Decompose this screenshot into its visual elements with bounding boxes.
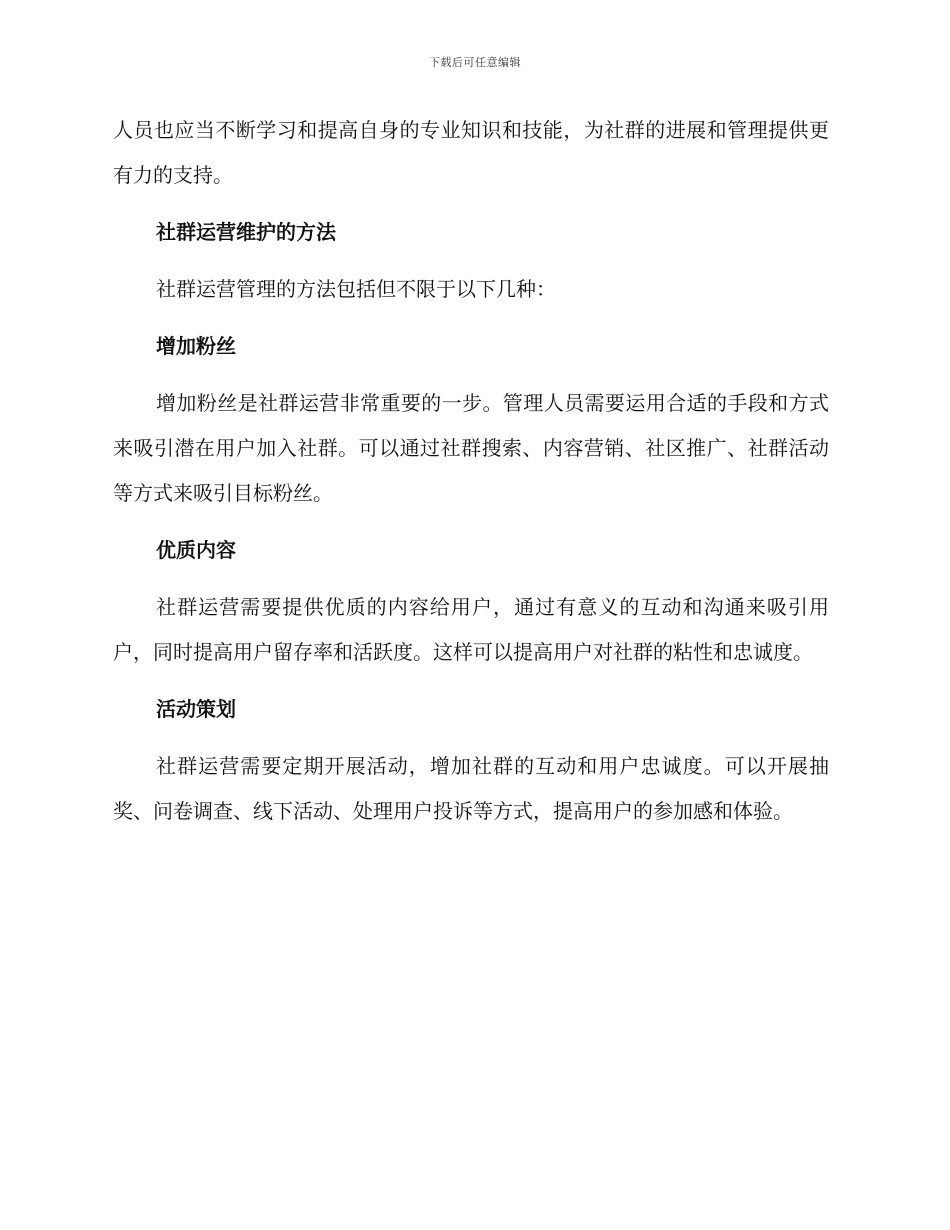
document-body — [113, 108, 829, 846]
intro-paragraph: 社群运营管理的方法包括但不限于以下几种： — [156, 277, 556, 301]
section-title: 社群运营维护的方法 — [156, 220, 336, 244]
continuation-paragraph: 人员也应当不断学习和提高自身的专业知识和技能，为社群的进展和管理提供更有力的支持。 — [113, 118, 829, 187]
subsection-body-content: 社群运营需要提供优质的内容给用户，通过有意义的互动和沟通来吸引用户，同时提高用户留存率和活跃度。这样可以提高用户对社群的粘性和忠诚度。 — [113, 595, 829, 664]
subsection-body-fans: 增加粉丝是社群运营非常重要的一步。管理人员需要运用合适的手段和方式来吸引潜在用户加入社群。可以通过社群搜索、内容营销、社区推广、社群活动等方式来吸引目标粉丝。 — [113, 391, 829, 505]
subsection-heading-fans: 增加粉丝 — [156, 334, 236, 358]
header-note: 下载后可任意编辑 — [429, 56, 521, 69]
subsection-body-events: 社群运营需要定期开展活动，增加社群的互动和用户忠诚度。可以开展抽奖、问卷调查、线下活动、处理用户投诉等方式，提高用户的参加感和体验。 — [113, 754, 829, 823]
subsection-heading-content: 优质内容 — [156, 538, 236, 562]
subsection-heading-events: 活动策划 — [156, 697, 236, 721]
